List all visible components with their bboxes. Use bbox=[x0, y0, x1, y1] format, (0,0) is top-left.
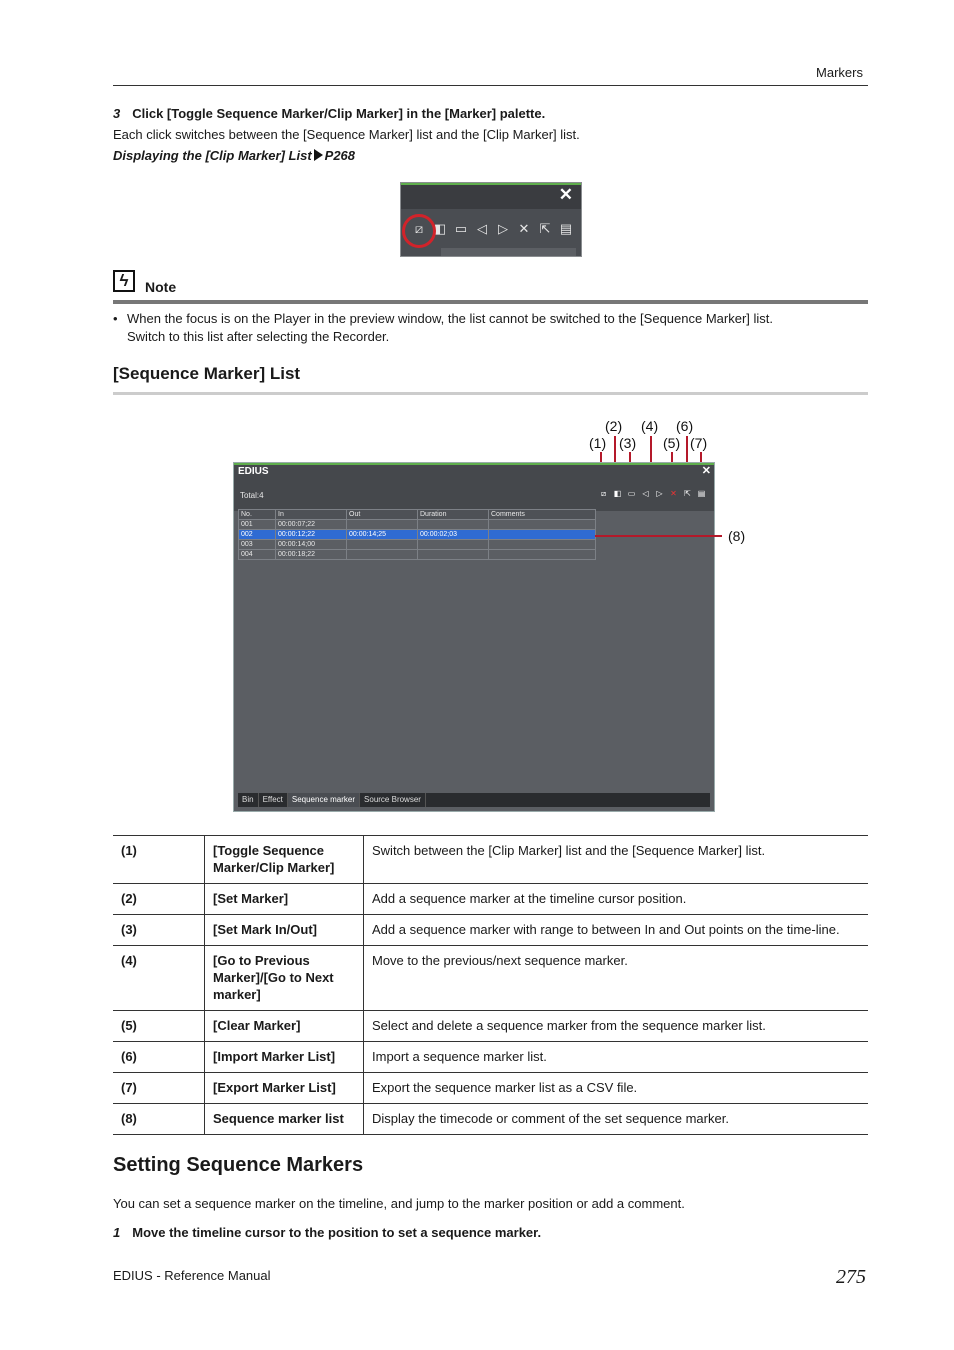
set-marker-icon: ◧ bbox=[613, 489, 622, 498]
next-marker-icon: ▷ bbox=[656, 489, 663, 498]
callout-4: (4) bbox=[641, 418, 659, 434]
cell: 001 bbox=[239, 520, 276, 530]
cell bbox=[418, 540, 489, 550]
cell: 00:00:18;22 bbox=[276, 550, 347, 560]
row-name: [Go to Previous Marker]/[Go to Next marker] bbox=[205, 946, 364, 1011]
marker-toolbar bbox=[598, 489, 707, 499]
section-2-body: You can set a sequence marker on the timeline, and jump to the marker position or add a comment. bbox=[113, 1196, 685, 1211]
table-row bbox=[113, 836, 868, 884]
row-name: [Import Marker List] bbox=[205, 1042, 364, 1073]
cell bbox=[489, 540, 596, 550]
step-3 bbox=[113, 106, 545, 121]
table-row-selected bbox=[239, 530, 596, 540]
set-mark-in-out-icon: ▭ bbox=[454, 221, 468, 236]
running-header: Markers bbox=[816, 65, 863, 80]
callout-2: (2) bbox=[605, 418, 623, 434]
table-row bbox=[113, 884, 868, 915]
export-marker-icon: ▤ bbox=[559, 221, 573, 236]
col-duration: Duration bbox=[418, 510, 489, 520]
tab-sequence-marker: Sequence marker bbox=[288, 793, 360, 807]
close-icon: ✕ bbox=[558, 185, 573, 204]
previous-marker-icon: ◁ bbox=[477, 221, 487, 236]
row-number: (8) bbox=[113, 1104, 205, 1135]
palette-header bbox=[234, 463, 714, 511]
cell bbox=[347, 540, 418, 550]
table-header-row bbox=[239, 510, 596, 520]
cell: 00:00:02;03 bbox=[418, 530, 489, 540]
table-row bbox=[239, 550, 596, 560]
row-description: Add a sequence marker with range to between In and Out points on the time-line. bbox=[364, 915, 869, 946]
footer-manual-title: EDIUS - Reference Manual bbox=[113, 1268, 271, 1283]
row-number: (1) bbox=[113, 836, 205, 884]
step-text: Move the timeline cursor to the position to set a sequence marker. bbox=[132, 1225, 542, 1240]
toggle-marker-icon: ⧄ bbox=[600, 489, 607, 498]
callout-3: (3) bbox=[619, 435, 637, 451]
import-marker-icon: ⇱ bbox=[684, 489, 691, 498]
step-number: 1 bbox=[113, 1225, 121, 1240]
col-no: No. bbox=[239, 510, 276, 520]
row-name: [Set Marker] bbox=[205, 884, 364, 915]
clear-marker-icon: ✕ bbox=[670, 489, 677, 498]
row-number: (7) bbox=[113, 1073, 205, 1104]
row-description: Move to the previous/next sequence marker. bbox=[364, 946, 869, 1011]
cross-reference-link[interactable] bbox=[113, 148, 355, 163]
section-heading-2: Setting Sequence Markers bbox=[113, 1154, 364, 1176]
row-description: Export the sequence marker list as a CSV file. bbox=[364, 1073, 869, 1104]
table-row bbox=[113, 1011, 868, 1042]
cell bbox=[418, 550, 489, 560]
row-description: Select and delete a sequence marker from the sequence marker list. bbox=[364, 1011, 869, 1042]
sequence-marker-screenshot bbox=[233, 462, 715, 812]
row-description: Add a sequence marker at the timeline cursor position. bbox=[364, 884, 869, 915]
palette-titlebar bbox=[401, 183, 581, 209]
cell bbox=[347, 550, 418, 560]
step-number: 3 bbox=[113, 106, 121, 121]
col-in: In bbox=[276, 510, 347, 520]
note-rule bbox=[113, 300, 868, 304]
col-comments: Comments bbox=[489, 510, 596, 520]
toggle-marker-icon: ⧄ bbox=[414, 221, 424, 236]
table-row bbox=[113, 915, 868, 946]
cell bbox=[489, 520, 596, 530]
step-text: Click [Toggle Sequence Marker/Clip Marker] in the [Marker] palette. bbox=[132, 106, 546, 121]
leader-line-8 bbox=[595, 535, 722, 537]
row-description: Import a sequence marker list. bbox=[364, 1042, 869, 1073]
callout-5: (5) bbox=[663, 435, 681, 451]
table-row bbox=[239, 540, 596, 550]
cell bbox=[489, 530, 596, 540]
cell: 00:00:07;22 bbox=[276, 520, 347, 530]
note-text bbox=[113, 310, 868, 346]
row-name: Sequence marker list bbox=[205, 1104, 364, 1135]
previous-marker-icon: ◁ bbox=[642, 489, 649, 498]
header-rule bbox=[113, 85, 868, 86]
cell: 004 bbox=[239, 550, 276, 560]
cell: 003 bbox=[239, 540, 276, 550]
bullet: • bbox=[113, 311, 118, 326]
callout-7: (7) bbox=[690, 435, 708, 451]
note-line-1: When the focus is on the Player in the preview window, the list cannot be switched to the [Sequence Marker] list. bbox=[127, 311, 774, 326]
import-marker-icon: ⇱ bbox=[539, 221, 551, 236]
note-line-2: Switch to this list after selecting the Recorder. bbox=[127, 329, 390, 344]
row-name: [Toggle Sequence Marker/Clip Marker] bbox=[205, 836, 364, 884]
callout-6: (6) bbox=[676, 418, 694, 434]
table-row bbox=[113, 1073, 868, 1104]
step-3-body: Each click switches between the [Sequence Marker] list and the [Clip Marker] list. bbox=[113, 127, 580, 142]
note-icon: ϟ bbox=[113, 270, 135, 292]
tab-source-browser: Source Browser bbox=[360, 793, 426, 807]
table-row bbox=[113, 1104, 868, 1135]
total-count: Total:4 bbox=[240, 491, 264, 500]
tab-bin: Bin bbox=[238, 793, 259, 807]
arrow-right-icon bbox=[314, 149, 323, 161]
row-description: Switch between the [Clip Marker] list and the [Sequence Marker] list. bbox=[364, 836, 869, 884]
marker-palette-screenshot bbox=[400, 182, 582, 257]
row-description: Display the timecode or comment of the set sequence marker. bbox=[364, 1104, 869, 1135]
row-number: (5) bbox=[113, 1011, 205, 1042]
cell: 00:00:14;00 bbox=[276, 540, 347, 550]
cell bbox=[347, 520, 418, 530]
palette-tab-bar bbox=[238, 793, 710, 807]
callout-1: (1) bbox=[589, 435, 607, 451]
cell bbox=[418, 520, 489, 530]
table-row bbox=[239, 520, 596, 530]
row-number: (4) bbox=[113, 946, 205, 1011]
row-name: [Clear Marker] bbox=[205, 1011, 364, 1042]
callout-8: (8) bbox=[728, 528, 746, 544]
highlight-ring bbox=[402, 214, 436, 248]
cell bbox=[489, 550, 596, 560]
set-marker-icon: ◧ bbox=[433, 221, 447, 236]
row-number: (3) bbox=[113, 915, 205, 946]
description-table bbox=[113, 835, 868, 1135]
cell: 002 bbox=[239, 530, 276, 540]
sequence-marker-table bbox=[238, 509, 596, 560]
edius-logo: EDIUS bbox=[238, 466, 269, 477]
set-mark-in-out-icon: ▭ bbox=[627, 489, 636, 498]
row-name: [Set Mark In/Out] bbox=[205, 915, 364, 946]
col-out: Out bbox=[347, 510, 418, 520]
note-label: Note bbox=[145, 279, 177, 295]
export-marker-icon: ▤ bbox=[697, 489, 706, 498]
cell: 00:00:14;25 bbox=[347, 530, 418, 540]
close-icon: ✕ bbox=[701, 465, 711, 477]
row-name: [Export Marker List] bbox=[205, 1073, 364, 1104]
next-marker-icon: ▷ bbox=[498, 221, 508, 236]
xref-page: P268 bbox=[324, 148, 356, 163]
row-number: (2) bbox=[113, 884, 205, 915]
tab-effect: Effect bbox=[259, 793, 288, 807]
cell: 00:00:12;22 bbox=[276, 530, 347, 540]
xref-text: Displaying the [Clip Marker] List bbox=[113, 148, 312, 163]
clear-marker-icon: ✕ bbox=[518, 221, 530, 236]
row-number: (6) bbox=[113, 1042, 205, 1073]
table-row bbox=[113, 946, 868, 1011]
section-heading: [Sequence Marker] List bbox=[113, 364, 301, 383]
page-number: 275 bbox=[836, 1266, 866, 1288]
table-row bbox=[113, 1042, 868, 1073]
section-rule bbox=[113, 392, 868, 395]
step-1 bbox=[113, 1225, 541, 1240]
palette-bottom-strip bbox=[441, 248, 576, 256]
